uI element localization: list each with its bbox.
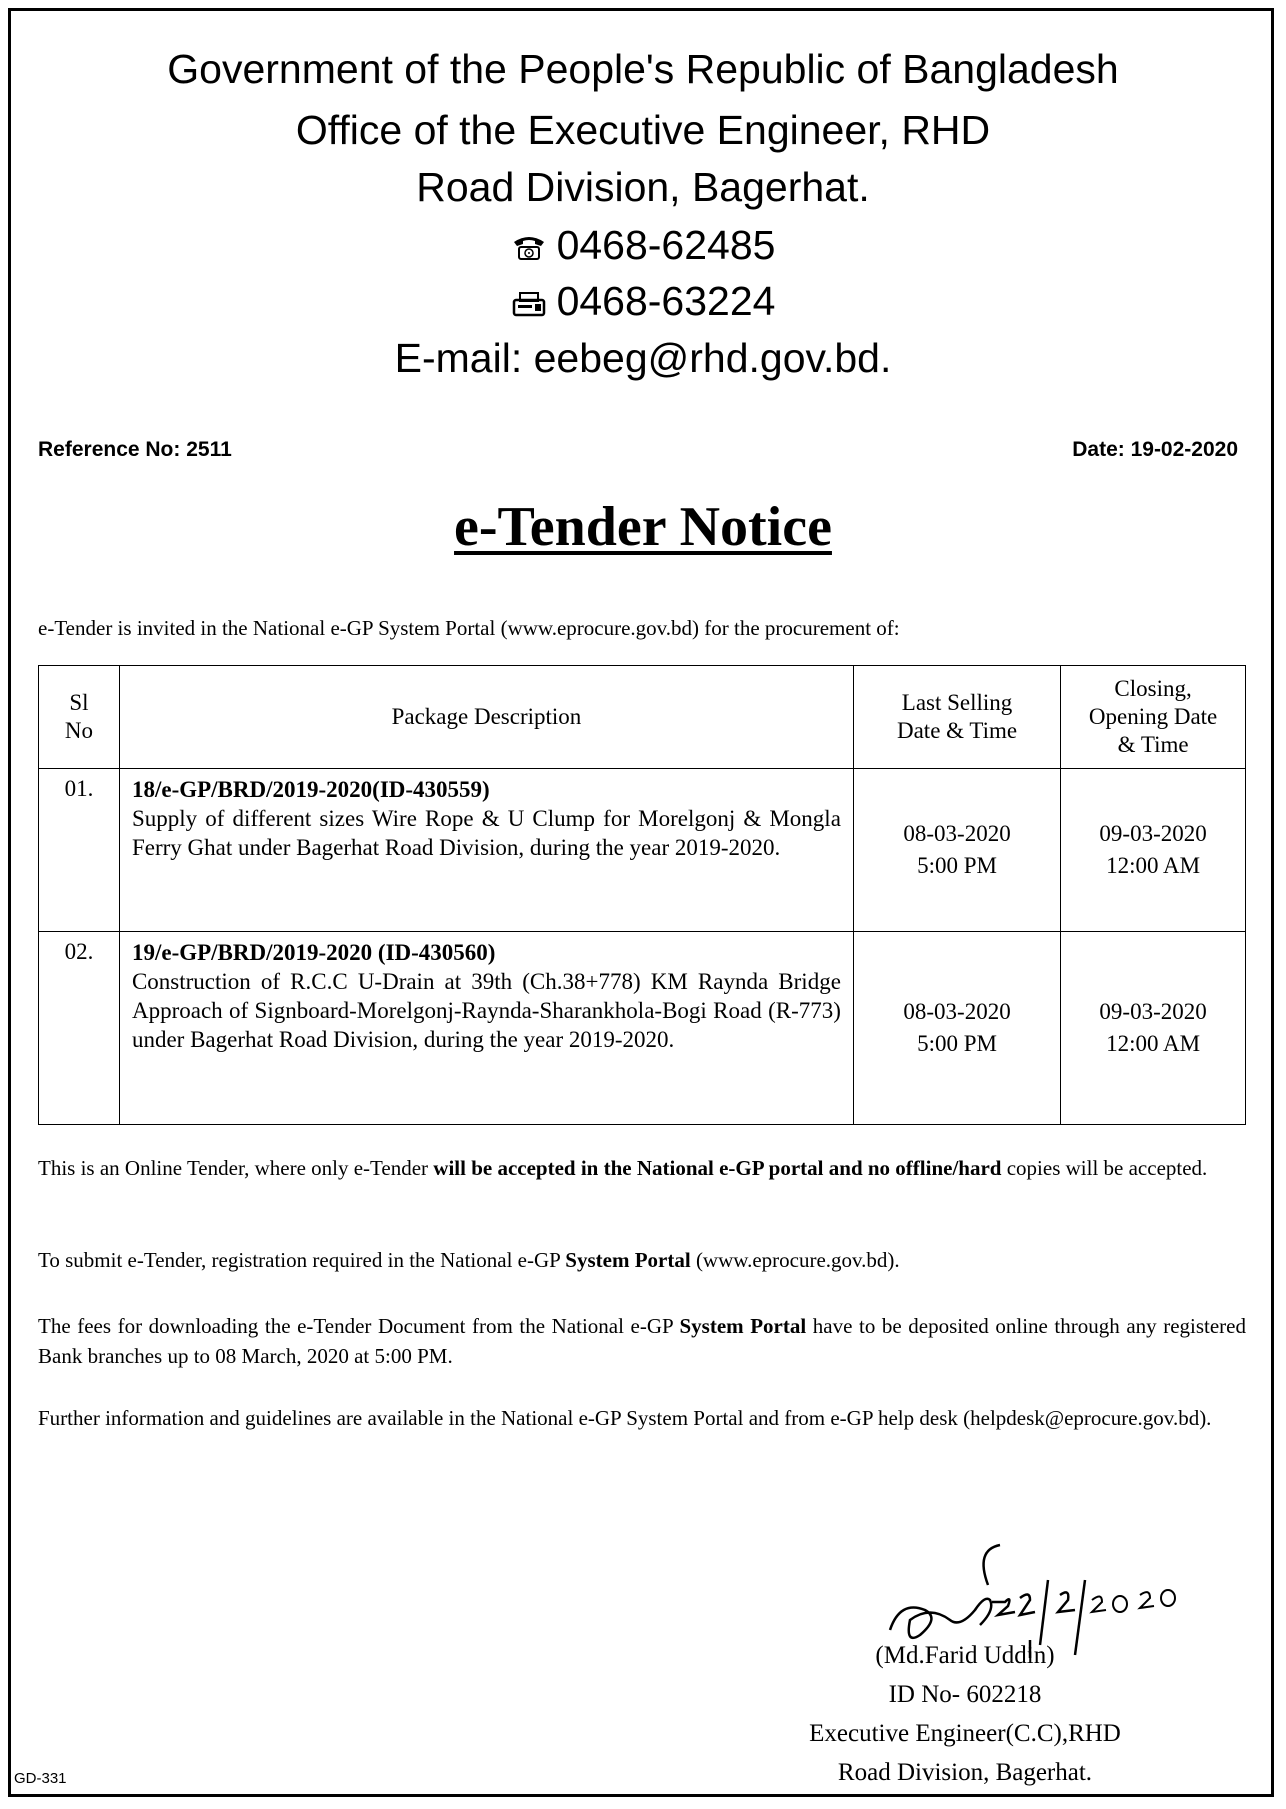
- header-closing-opening: Closing, Opening Date & Time: [1061, 666, 1246, 769]
- paragraph-further-info: Further information and guidelines are available in the National e-GP System Portal and from e-GP help desk (helpdesk@eprocure.gov.bd).: [38, 1406, 1212, 1430]
- header-division: Road Division, Bagerhat.: [416, 164, 870, 210]
- header-email: E-mail: eebeg@rhd.gov.bd.: [394, 335, 892, 381]
- paragraph-registration: To submit e-Tender, registration required in the National e-GP System Portal (www.eprocure.gov.bd).: [38, 1248, 900, 1272]
- signatory-block: [740, 1636, 1190, 1792]
- table-row: [39, 932, 1246, 1125]
- notice-title: [0, 492, 1286, 562]
- header-office: Office of the Executive Engineer, RHD: [295, 107, 991, 153]
- intro-text: e-Tender is invited in the National e-GP System Portal (www.eprocure.gov.bd) for the procurement of:: [38, 616, 900, 640]
- header-phone: [0, 220, 1286, 273]
- notice-date: Date: 19-02-2020: [1072, 438, 1238, 461]
- package-id: 18/e-GP/BRD/2019-2020(ID-430559): [131, 777, 490, 802]
- paragraph-online-tender: This is an Online Tender, where only e-Tender will be accepted in the National e-GP portal and no offline/hard copies will be accepted.: [38, 1156, 1208, 1180]
- header-fax: [0, 276, 1286, 329]
- row-closing-date: 09-03-2020 12:00 AM: [1061, 932, 1246, 1125]
- signatory-id: ID No- 602218: [888, 1681, 1042, 1708]
- row-description: [119, 932, 853, 1125]
- package-id: 19/e-GP/BRD/2019-2020 (ID-430560): [131, 940, 496, 965]
- package-text: Construction of R.C.C U-Drain at 39th (Ch.38+778) KM Raynda Bridge Approach of Signboard-Morelgonj-Raynda-Sharankhola-Bogi Road (R-773) under Bagerhat Road Division, during the year 2019-2020.: [131, 969, 841, 1052]
- telephone-icon: [511, 223, 547, 273]
- table-header-row: [39, 666, 1246, 769]
- tender-table: [38, 665, 1246, 1125]
- reference-number: Reference No: 2511: [38, 438, 232, 461]
- signatory-designation: Executive Engineer(C.C),RHD: [809, 1720, 1121, 1747]
- notice-title-text: e-Tender Notice: [454, 496, 832, 558]
- package-text: Supply of different sizes Wire Rope & U Clump for Morelgonj & Mongla Ferry Ghat under Bagerhat Road Division, during the year 2019-2020.: [131, 806, 841, 860]
- row-selling-date: 08-03-2020 5:00 PM: [853, 769, 1060, 932]
- row-sl: 01.: [39, 769, 120, 932]
- header-package-description: Package Description: [119, 666, 853, 769]
- footer-code: GD-331: [14, 1770, 67, 1787]
- row-closing-date: 09-03-2020 12:00 AM: [1061, 769, 1246, 932]
- row-sl: 02.: [39, 932, 120, 1125]
- header-government: Government of the People's Republic of Bangladesh: [167, 46, 1119, 92]
- header-last-selling: Last Selling Date & Time: [853, 666, 1060, 769]
- signatory-office: Road Division, Bagerhat.: [837, 1759, 1093, 1786]
- table-row: [39, 769, 1246, 932]
- phone-number: 0468-62485: [556, 222, 776, 268]
- row-description: [119, 769, 853, 932]
- signatory-name: (Md.Farid Uddin): [875, 1642, 1055, 1669]
- header-sl-no: Sl No: [39, 666, 120, 769]
- paragraph-fees: The fees for downloading the e-Tender Document from the National e-GP System Portal have to be deposited online through any registered Bank branches up to 08 March, 2020 at 5:00 PM.: [38, 1314, 1246, 1368]
- fax-icon: [511, 279, 547, 329]
- row-selling-date: 08-03-2020 5:00 PM: [853, 932, 1060, 1125]
- fax-number: 0468-63224: [556, 278, 776, 324]
